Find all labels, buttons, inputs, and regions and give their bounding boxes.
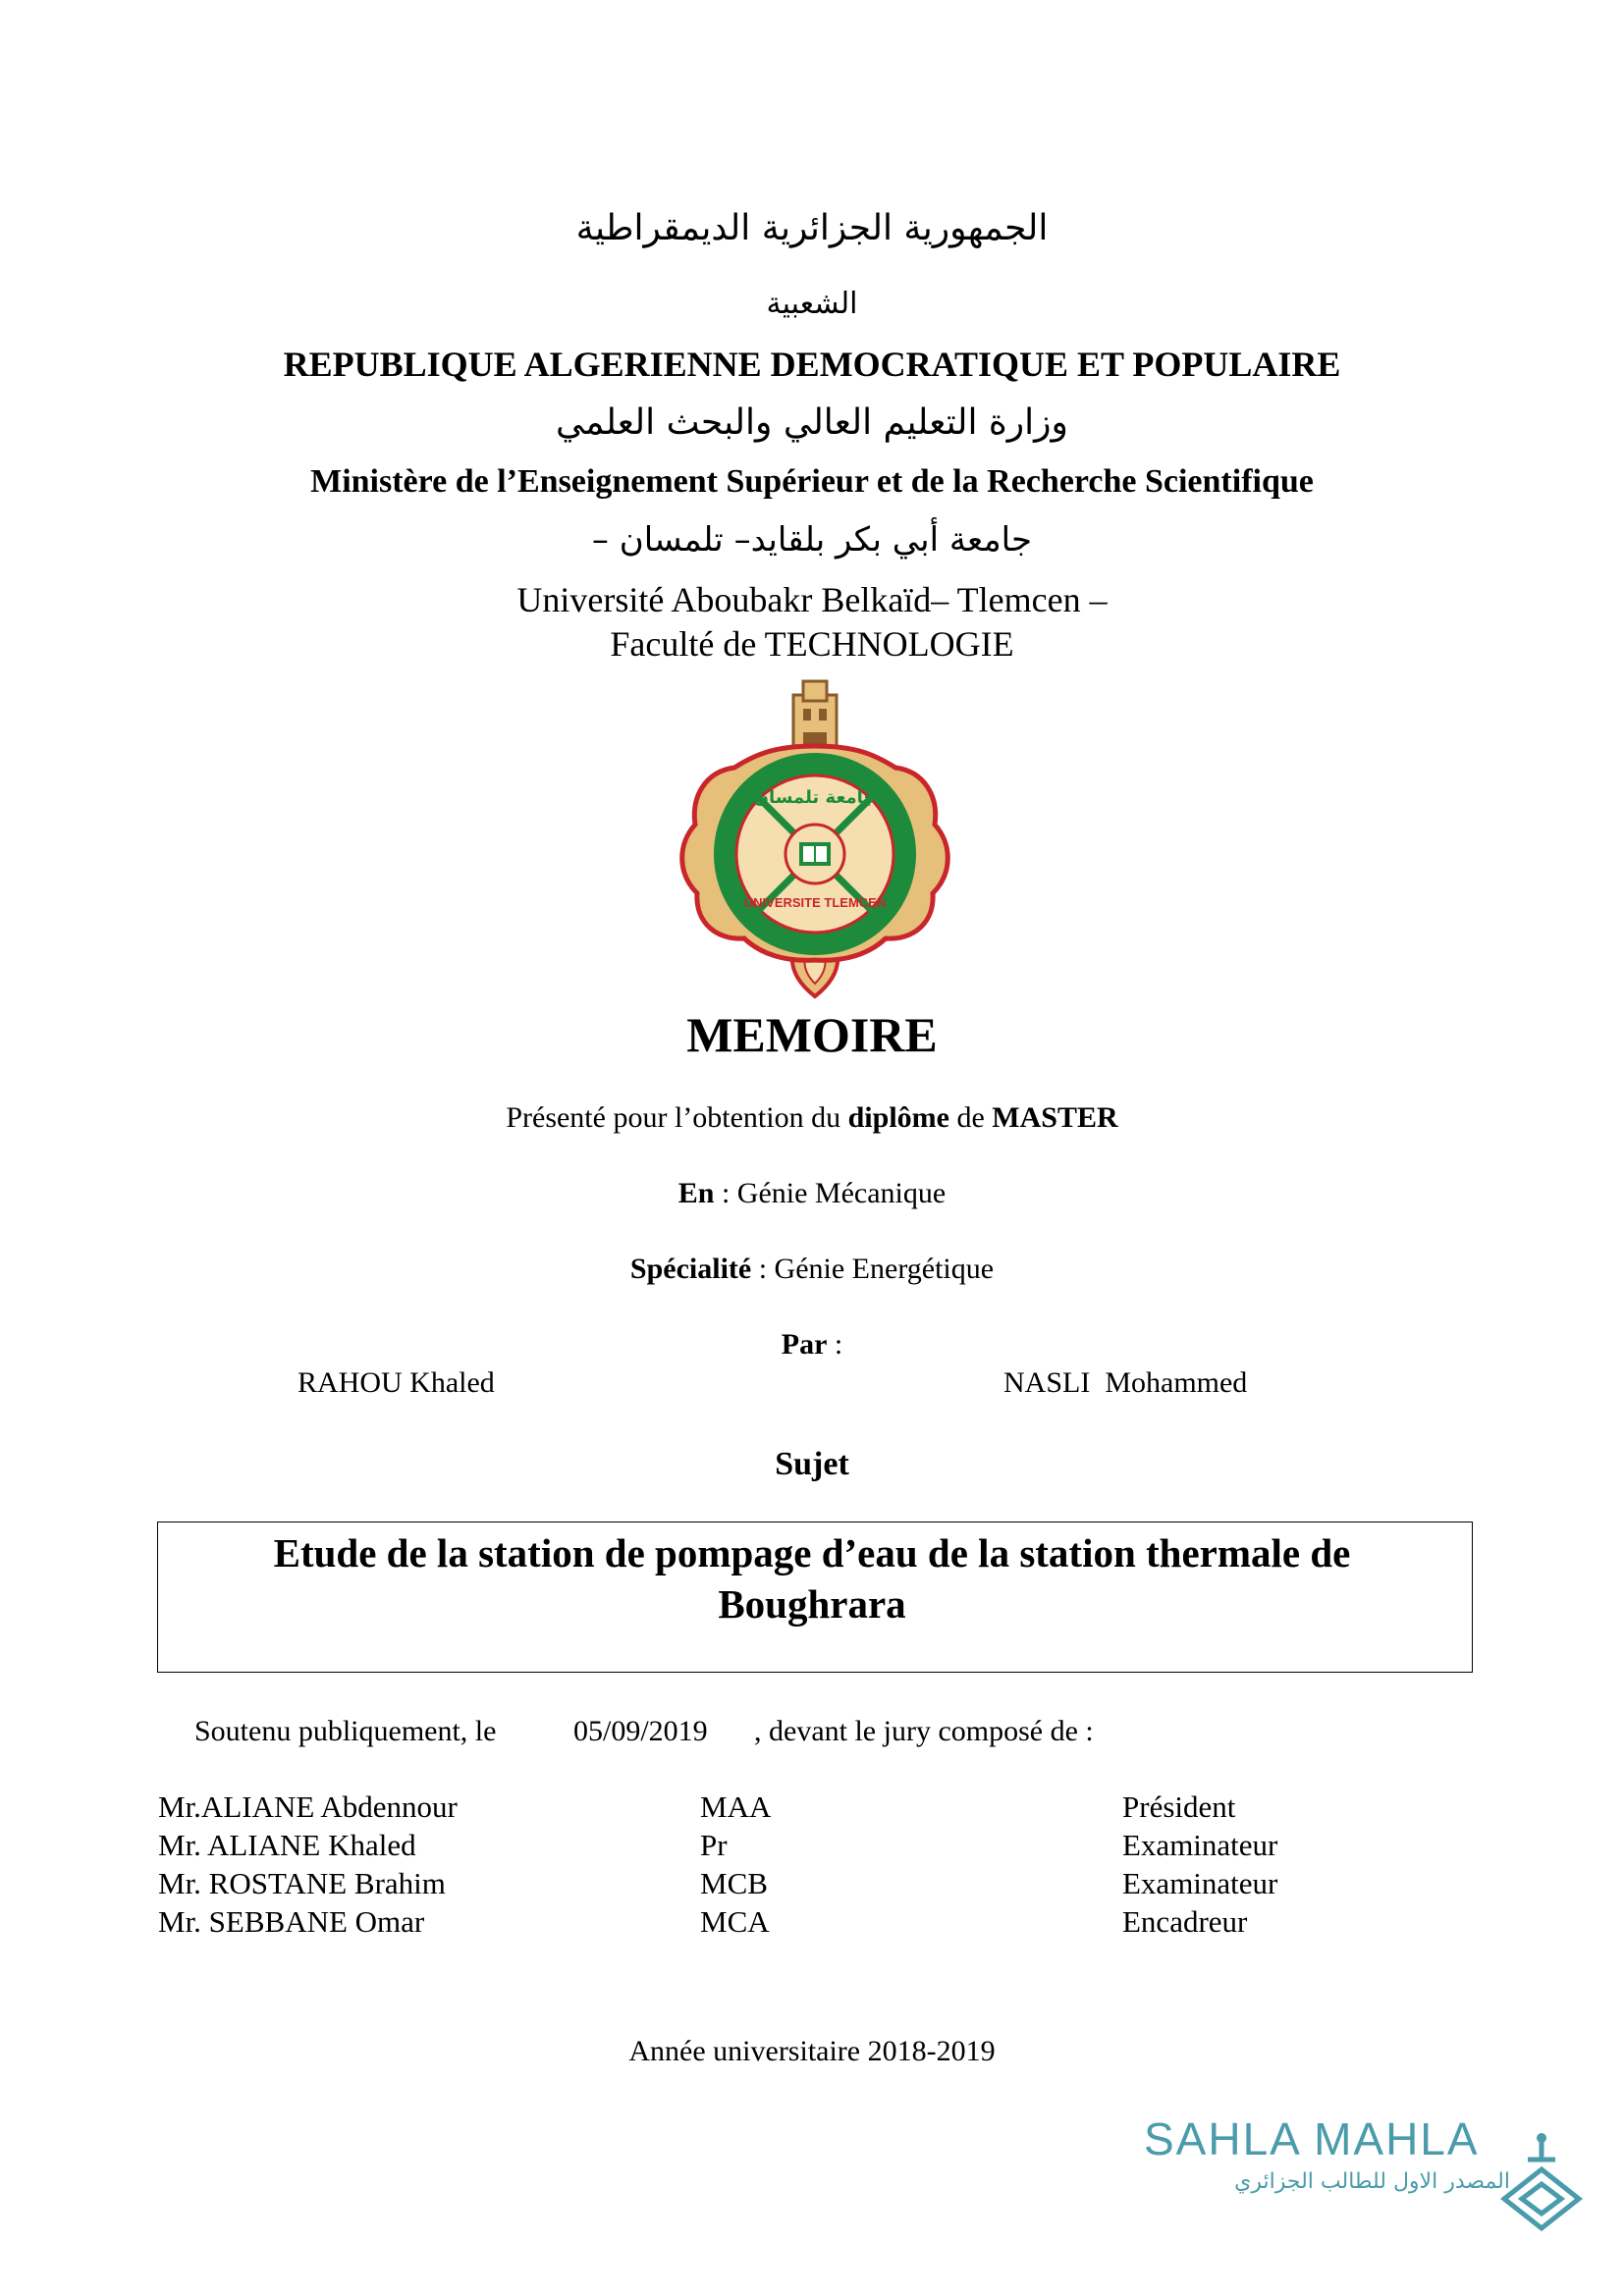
jury-role: Président — [1122, 1789, 1236, 1824]
author-2: NASLI Mohammed — [1003, 1366, 1248, 1399]
arabic-university: جامعة أبي بكر بلقايد– تلمسان – — [591, 520, 1033, 560]
author-1: RAHOU Khaled — [298, 1366, 495, 1399]
jury-name: Mr. ALIANE Khaled — [158, 1828, 416, 1862]
specialty-value: : Génie Energétique — [758, 1253, 995, 1285]
subject-label: Sujet — [775, 1446, 849, 1482]
watermark-logo-icon — [1492, 2130, 1591, 2248]
document-title: MEMOIRE — [686, 1007, 938, 1062]
jury-row — [158, 1789, 1435, 1828]
by-label: Par — [781, 1328, 828, 1361]
degree-level: MASTER — [992, 1101, 1118, 1134]
presented-mid: de — [956, 1101, 985, 1134]
ministry-title: Ministère de l’Enseignement Supérieur et de la Recherche Scientifique — [310, 463, 1314, 500]
arabic-republic-line2: الشعبية — [766, 287, 858, 321]
specialty-label: Spécialité — [629, 1253, 752, 1285]
academic-year: Année universitaire 2018-2019 — [628, 2035, 996, 2067]
jury-grade: MCB — [700, 1866, 768, 1900]
specialty-line — [0, 1253, 1624, 1286]
logo-arabic-text: جامعة تلمسان — [753, 787, 877, 808]
defense-pre: Soutenu publiquement, le — [194, 1715, 497, 1747]
by-line — [0, 1328, 1624, 1362]
faculty-name: Faculté de TECHNOLOGIE — [610, 624, 1014, 664]
presented-text: Présenté pour l’obtention du — [506, 1101, 841, 1134]
subject-line-2: Boughrara — [718, 1581, 906, 1627]
university-name: Université Aboubakr Belkaïd– Tlemcen – — [516, 580, 1108, 619]
jury-grade: MCA — [700, 1904, 770, 1939]
jury-row — [158, 1866, 1435, 1904]
diploma-word: diplôme — [847, 1101, 949, 1134]
logo-ring-text: UNIVERSITE TLEMCEN — [743, 895, 887, 910]
watermark-tagline: المصدر الاول للطالب الجزائري — [1234, 2169, 1510, 2194]
jury-name: Mr.ALIANE Abdennour — [158, 1789, 458, 1824]
by-colon: : — [834, 1328, 843, 1361]
subject-title — [0, 1527, 1624, 1629]
jury-name: Mr. ROSTANE Brahim — [158, 1866, 446, 1900]
jury-table — [158, 1789, 1435, 1943]
jury-row — [158, 1828, 1435, 1866]
defense-post: , devant le jury composé de : — [754, 1715, 1094, 1747]
jury-role: Examinateur — [1122, 1828, 1278, 1862]
jury-role: Encadreur — [1122, 1904, 1248, 1939]
jury-grade: MAA — [700, 1789, 772, 1824]
jury-name: Mr. SEBBANE Omar — [158, 1904, 425, 1939]
watermark-brand: SAHLA MAHLA — [1144, 2113, 1480, 2164]
university-logo — [668, 677, 962, 1001]
jury-grade: Pr — [700, 1828, 728, 1862]
defense-date: 05/09/2019 — [573, 1715, 708, 1747]
field-value: : Génie Mécanique — [721, 1177, 947, 1209]
subject-line-1: Etude de la station de pompage d’eau de la station thermale de — [273, 1530, 1351, 1575]
arabic-republic-line1: الجمهورية الجزائرية الديمقراطية — [575, 208, 1049, 248]
jury-role: Examinateur — [1122, 1866, 1278, 1900]
arabic-ministry: وزارة التعليم العالي والبحث العلمي — [556, 402, 1068, 443]
presented-for — [0, 1101, 1624, 1135]
field-line — [0, 1177, 1624, 1210]
jury-row — [158, 1904, 1435, 1943]
republic-title: REPUBLIQUE ALGERIENNE DEMOCRATIQUE ET POPULAIRE — [283, 345, 1341, 384]
field-label: En — [677, 1177, 715, 1209]
